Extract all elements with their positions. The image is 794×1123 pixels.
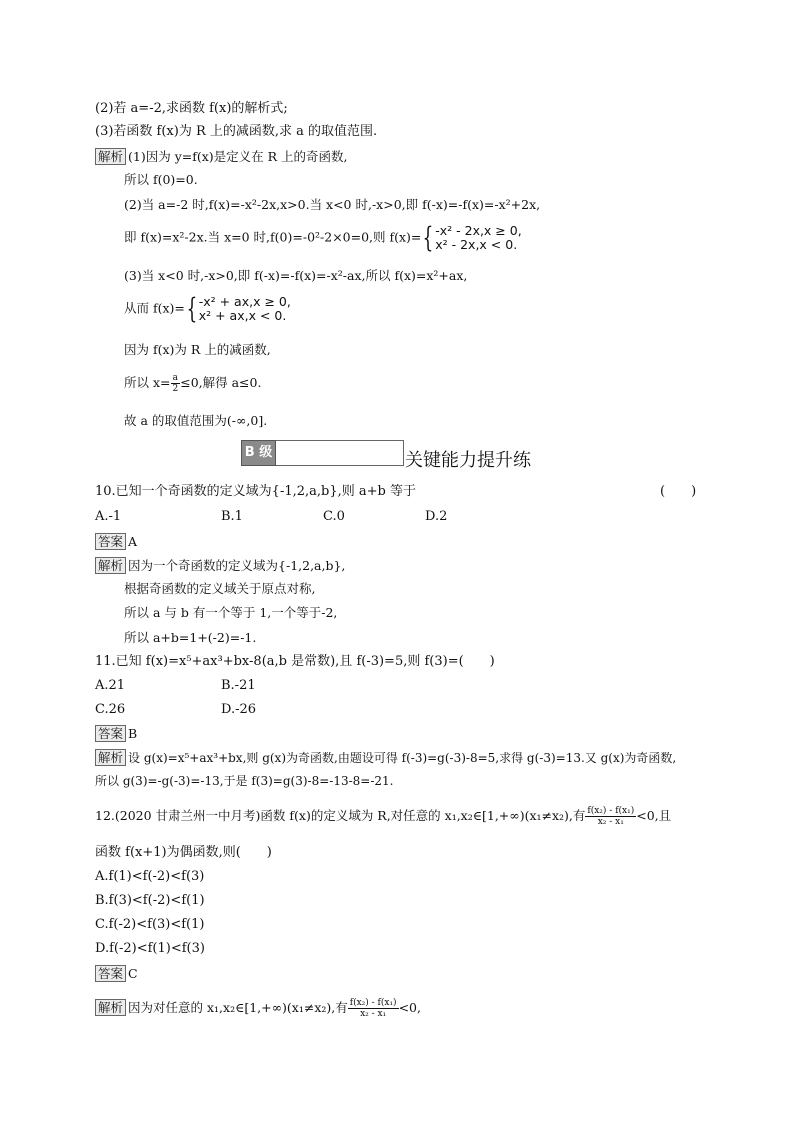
piecewise-cases <box>435 224 521 252</box>
solution-q9-line4 <box>124 221 522 254</box>
question-12-line2: 函数 f(x+1)为偶函数,则( ) <box>95 845 272 860</box>
question-11: 11.已知 f(x)=x⁵+ax³+bx-8(a,b 是常数),且 f(-3)=5,则 f(3)=( ) <box>95 654 495 669</box>
question-10: 10.已知一个奇函数的定义域为{-1,2,a,b},则 a+b 等于 <box>95 484 416 499</box>
denominator: x₂ - x₁ <box>360 1009 387 1019</box>
solution-q9-line1 <box>95 148 348 165</box>
solution-text: 因为一个奇函数的定义域为{-1,2,a,b}, <box>128 558 346 573</box>
question-text: <0,且 <box>636 808 672 823</box>
option-c: C.26 <box>95 702 126 717</box>
case-line: -x² - 2x,x ≥ 0, <box>435 223 522 238</box>
denominator: x₂ - x₁ <box>597 817 624 827</box>
option-d: D.-26 <box>221 702 257 717</box>
solution-q10-line3: 所以 a 与 b 有一个等于 1,一个等于-2, <box>124 605 338 620</box>
daan-tag: 答案 <box>95 965 126 982</box>
numerator: a <box>171 373 181 384</box>
option-c: C.f(-2)<f(3)<f(1) <box>95 917 205 932</box>
solution-text: <0, <box>398 1000 421 1015</box>
answer-12 <box>95 965 138 982</box>
solution-text: (1)因为 y=f(x)是定义在 R 上的奇函数, <box>128 149 348 164</box>
answer-11 <box>95 725 137 742</box>
case-line: x² - 2x,x < 0. <box>435 237 518 252</box>
answer-10 <box>95 533 137 550</box>
q9-part3: (3)若函数 f(x)为 R 上的减函数,求 a 的取值范围. <box>95 124 378 139</box>
numerator: f(x₂) - f(x₁) <box>349 998 397 1008</box>
q9-part2: (2)若 a=-2,求函数 f(x)的解析式; <box>95 101 288 116</box>
question-12-line1 <box>95 806 671 827</box>
numerator: f(x₂) - f(x₁) <box>587 806 635 816</box>
option-b: B.f(3)<f(-2)<f(1) <box>95 893 205 908</box>
piecewise-cases <box>199 295 291 323</box>
question-text: 12.(2020 甘肃兰州一中月考)函数 f(x)的定义域为 R,对任意的 x₁,x₂∈[1,+∞)(x₁≠x₂),有 <box>95 808 586 823</box>
section-rule <box>276 440 404 466</box>
left-brace: { <box>186 292 198 325</box>
solution-q9-line2: 所以 f(0)=0. <box>124 172 198 187</box>
jiexi-tag: 解析 <box>95 999 126 1016</box>
jiexi-tag: 解析 <box>95 557 126 574</box>
option-d: D.f(-2)<f(1)<f(3) <box>95 941 205 956</box>
daan-tag: 答案 <box>95 533 126 550</box>
answer-value: C <box>128 966 138 981</box>
solution-q9-line3: (2)当 a=-2 时,f(x)=-x²-2x,x>0.当 x<0 时,-x>0,即 f(-x)=-f(x)=-x²+2x, <box>124 197 541 212</box>
solution-text: 因为对任意的 x₁,x₂∈[1,+∞)(x₁≠x₂),有 <box>128 1000 348 1015</box>
solution-q9-line8 <box>124 373 261 394</box>
section-badge: B 级 <box>241 440 276 466</box>
answer-value: B <box>128 726 138 741</box>
option-c: C.0 <box>323 509 345 524</box>
solution-text: 即 f(x)=x²-2x.当 x=0 时,f(0)=-0²-2×0=0,则 f(x)= <box>124 229 422 245</box>
option-a: A.21 <box>95 678 126 693</box>
denominator: 2 <box>172 384 179 394</box>
case-line: x² + ax,x < 0. <box>198 308 287 323</box>
solution-text: 设 g(x)=x⁵+ax³+bx,则 g(x)为奇函数,由题设可得 f(-3)=g(-3)-8=5,求得 g(-3)=13.又 g(x)为奇函数, <box>128 751 677 765</box>
solution-q12-line1 <box>95 998 421 1019</box>
solution-q9-line7: 因为 f(x)为 R 上的减函数, <box>124 342 271 357</box>
daan-tag: 答案 <box>95 725 126 742</box>
option-a: A.-1 <box>95 509 122 524</box>
solution-q9-line5: (3)当 x<0 时,-x>0,即 f(-x)=-f(x)=-x²-ax,所以 f(x)=x²+ax, <box>124 268 468 283</box>
option-a: A.f(1)<f(-2)<f(3) <box>95 869 205 884</box>
jiexi-tag: 解析 <box>95 148 126 165</box>
solution-q9-line9: 故 a 的取值范围为(-∞,0]. <box>124 413 268 428</box>
fraction <box>348 998 399 1019</box>
solution-q10-line4: 所以 a+b=1+(-2)=-1. <box>124 630 257 645</box>
option-d: D.2 <box>425 509 448 524</box>
fraction <box>585 806 636 827</box>
solution-q10-line2: 根据奇函数的定义域关于原点对称, <box>124 581 316 596</box>
answer-paren: ( ) <box>660 484 697 499</box>
option-b: B.-21 <box>221 678 256 693</box>
option-b: B.1 <box>221 509 243 524</box>
fraction <box>171 373 181 394</box>
solution-text: 所以 x= <box>124 375 171 390</box>
solution-q11-line2: 所以 g(3)=-g(-3)=-13,于是 f(3)=g(3)-8=-13-8=-21. <box>95 774 394 788</box>
solution-q10-line1 <box>95 557 345 574</box>
solution-q9-line6 <box>124 292 291 325</box>
solution-q11-line1 <box>95 749 676 766</box>
solution-text: ≤0,解得 a≤0. <box>180 375 262 390</box>
solution-text: 从而 f(x)= <box>124 300 185 316</box>
jiexi-tag: 解析 <box>95 749 126 766</box>
case-line: -x² + ax,x ≥ 0, <box>198 294 291 309</box>
left-brace: { <box>422 221 434 254</box>
answer-value: A <box>128 534 138 549</box>
section-title: 关键能力提升练 <box>405 450 531 471</box>
